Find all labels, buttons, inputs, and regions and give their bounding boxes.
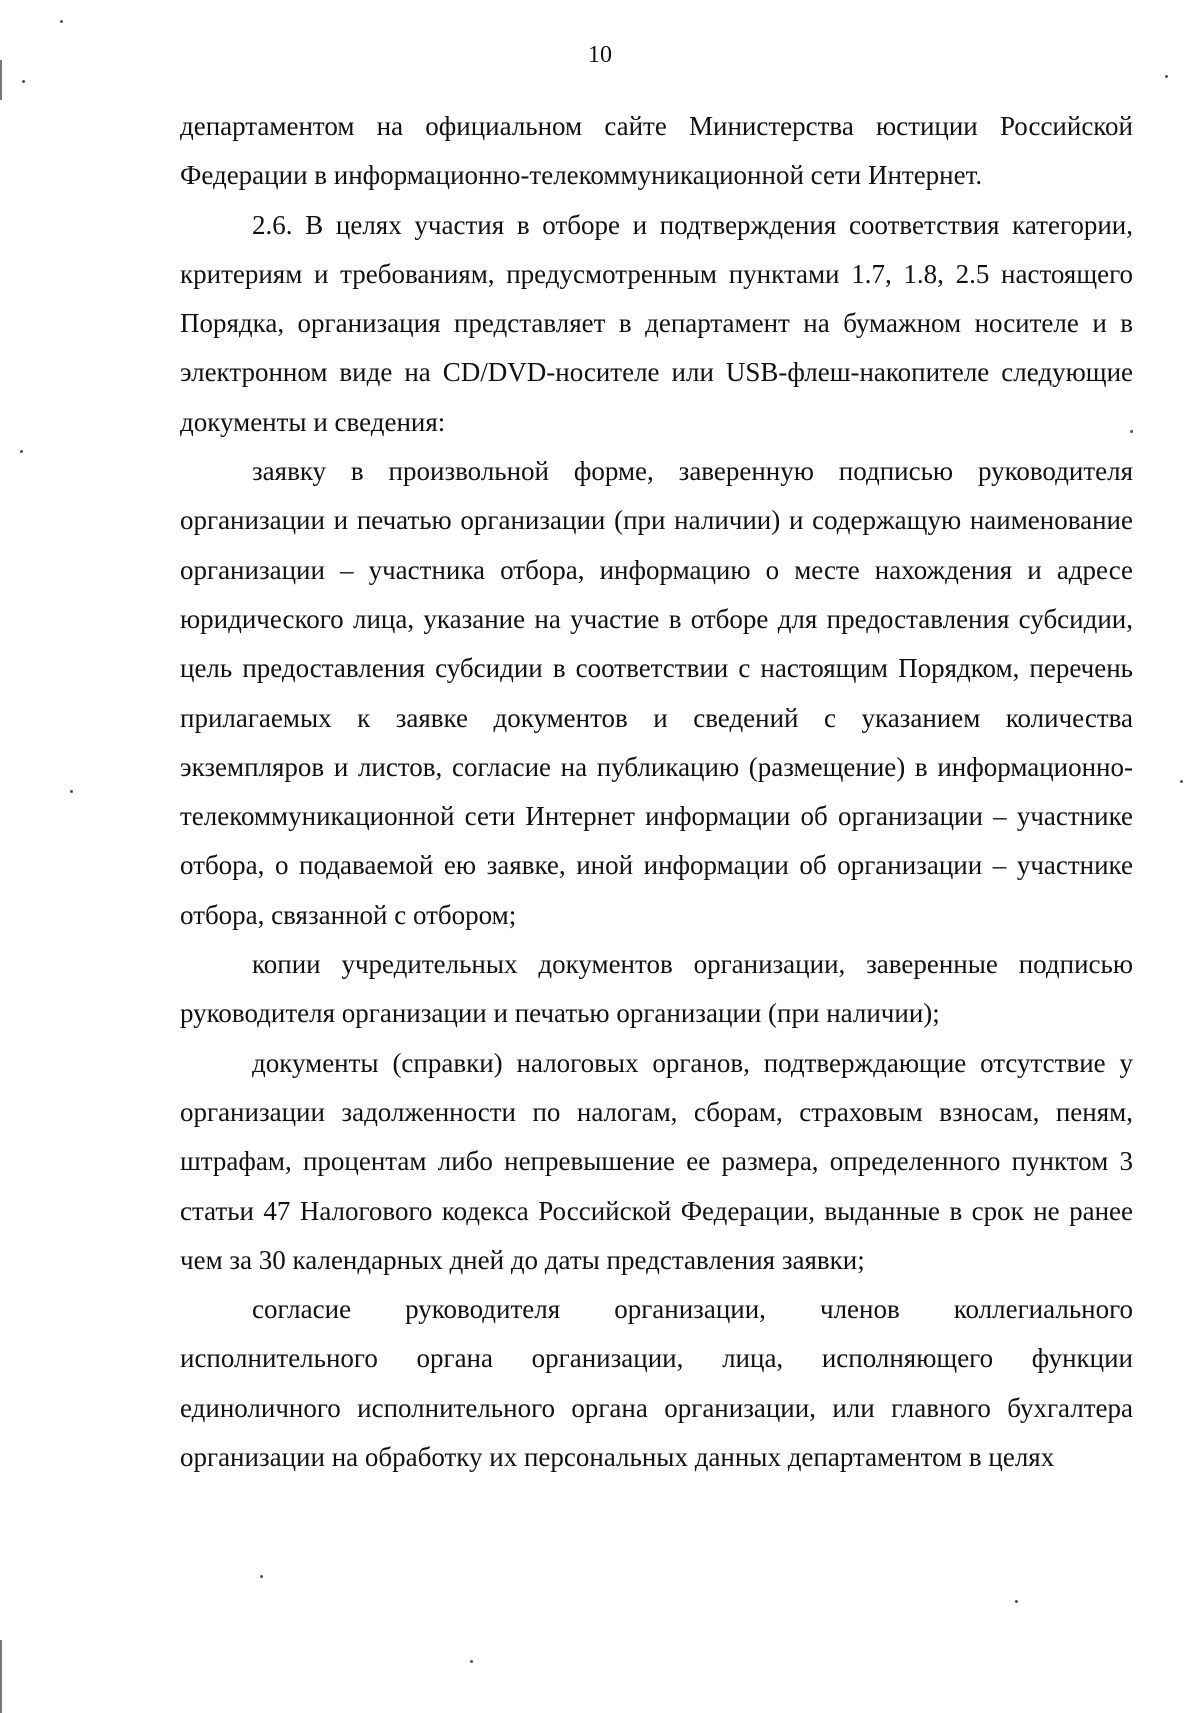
- scan-speck: [1165, 75, 1168, 78]
- paragraph-application: заявку в произвольной форме, заверенную подписью руководителя организации и печатью организации (при наличии) и содержащую наименование организации – участника отбора, информацию о месте нахождения и адресе юридического лица, указание на участие в отборе для предоставления субсидии, цель предоставления субсидии в соответствии с настоящим Порядком, перечень прилагаемых к заявке документов и сведений с указанием количества экземпляров и листов, согласие на публикацию (размещение) в информационно-телекоммуникационной сети Интернет информации об организации – участнике отбора, о подаваемой ею заявке, иной информации об организации – участнике отбора, связанной с отбором;: [180, 456, 1133, 930]
- scan-speck: [260, 1575, 263, 1578]
- paragraph-continuation: департаментом на официальном сайте Министерства юстиции Российской Федерации в информационно-телекоммуникационной сети Интернет.: [180, 111, 1133, 191]
- scan-speck: [22, 80, 25, 83]
- document-body: [180, 102, 1133, 1482]
- scan-speck: [1180, 780, 1183, 783]
- paragraph-clause-2-6: 2.6. В целях участия в отборе и подтверждения соответствия категории, критериям и требованиям, предусмотренным пунктами 1.7, 1.8, 2.5 настоящего Порядка, организация представляет в департамент на бумажном носителе и в электронном виде на CD/DVD-носителе или USB-флеш-накопителе следующие документы и сведения:: [180, 209, 1133, 437]
- scan-speck: [60, 20, 63, 23]
- paragraph-consent: согласие руководителя организации, членов коллегиального исполнительного органа организации, лица, исполняющего функции единоличного исполнительного органа организации, или главного бухгалтера организации на обработку их персональных данных департаментом в целях: [180, 1294, 1133, 1473]
- scan-edge-artifact: [0, 60, 2, 100]
- paragraph-tax-certificates: документы (справки) налоговых органов, подтверждающие отсутствие у организации задолженности по налогам, сборам, страховым взносам, пеням, штрафам, процентам либо непревышение ее размера, определенного пунктом 3 статьи 47 Налогового кодекса Российской Федерации, выданные в срок не ранее чем за 30 календарных дней до даты представления заявки;: [180, 1047, 1133, 1275]
- scan-speck: [470, 1660, 473, 1663]
- scan-edge-artifact: [0, 1640, 2, 1713]
- scan-speck: [1015, 1600, 1018, 1603]
- scan-speck: [20, 450, 23, 453]
- paragraph-founding-documents: копии учредительных документов организации, заверенные подписью руководителя организации и печатью организации (при наличии);: [180, 949, 1133, 1029]
- scan-speck: [70, 790, 73, 793]
- page-number: 10: [588, 42, 612, 68]
- scan-speck: [1130, 430, 1133, 433]
